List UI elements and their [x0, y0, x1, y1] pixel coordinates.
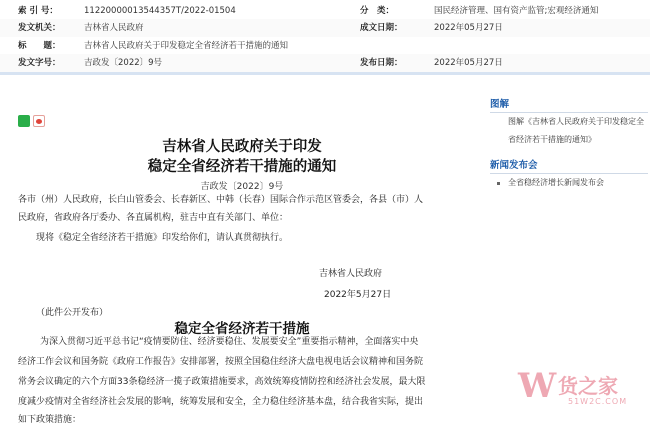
signer: 吉林省人民政府	[319, 269, 383, 279]
created-date-value: 2022年05月27日	[434, 23, 503, 33]
intro-line: 如下政策措施：	[18, 415, 82, 425]
sidebar-heading-press: 新闻发布会	[490, 160, 538, 171]
meta-row-docno	[0, 54, 650, 72]
meta-row-issuer	[0, 19, 650, 37]
document-metadata-table	[0, 0, 650, 72]
docno-value: 吉政发〔2022〕9号	[84, 58, 163, 68]
index-value: 11220000013544357T/2022-01504	[84, 6, 236, 16]
created-date-label: 成文日期：	[360, 23, 403, 33]
title-label: 标 题：	[18, 41, 61, 51]
intro-line: 度减少疫情对全省经济社会发展的影响，统筹发展和安全，全力稳住经济基本盘，结合我省实际，提出	[18, 397, 424, 407]
meta-row-index	[0, 2, 650, 20]
intro-line: 常务会议确定的六个方面33条稳经济一揽子政策措施要求，高效统筹疫情防控和经济社会发展，最大限	[18, 377, 426, 387]
body-paragraph: 现将《稳定全省经济若干措施》印发给你们，请认真贯彻执行。	[36, 233, 289, 243]
title-value: 吉林省人民政府关于印发稳定全省经济若干措施的通知	[84, 41, 289, 51]
meta-row-title	[0, 37, 650, 55]
section-title: 稳定全省经济若干措施	[174, 321, 310, 337]
recipients-line2: 民政府，省政府各厅委办、各直属机构，驻吉中直有关部门、单位：	[18, 213, 289, 223]
notice-title-line1: 吉林省人民政府关于印发	[162, 139, 322, 155]
notice-title-line2: 稳定全省经济若干措施的通知	[147, 159, 337, 175]
index-label: 索 引 号：	[18, 6, 58, 16]
weibo-icon[interactable]	[33, 115, 45, 127]
category-value: 国民经济管理、国有资产监管;宏观经济通知	[434, 6, 599, 16]
sidebar-divider	[490, 173, 648, 174]
site-watermark	[510, 360, 650, 420]
docno-label: 发文字号：	[18, 58, 61, 68]
category-label: 分 类：	[360, 6, 395, 16]
intro-line: 为深入贯彻习近平总书记“疫情要防住、经济要稳住、发展要安全”重要指示精神，全面落实中央	[40, 337, 419, 347]
watermark-domain: 51W2C.COM	[568, 397, 628, 406]
meta-divider	[0, 72, 650, 75]
public-release-note: （此件公开发布）	[36, 308, 109, 318]
sidebar-graphic-link-continued[interactable]: 省经济若干措施的通知》	[508, 135, 596, 144]
sidebar-heading-graphic: 图解	[490, 99, 510, 110]
sign-date: 2022年5月27日	[324, 290, 392, 300]
sidebar-divider	[490, 112, 648, 113]
issuer-value: 吉林省人民政府	[84, 23, 144, 33]
published-date-label: 发布日期：	[360, 58, 403, 68]
issuer-label: 发文机关：	[18, 23, 61, 33]
published-date-value: 2022年05月27日	[434, 58, 503, 68]
sidebar-press-link[interactable]: 全省稳经济增长新闻发布会	[508, 178, 604, 187]
watermark-name: 货之家	[558, 374, 618, 398]
document-number: 吉政发〔2022〕9号	[200, 182, 284, 192]
recipients-line1: 各市（州）人民政府，长白山管委会、长春新区、中韩（长春）国际合作示范区管委会，各县（市）人	[18, 195, 424, 205]
share-bar	[18, 115, 45, 127]
sidebar-graphic-link[interactable]: 图解《吉林省人民政府关于印发稳定全	[508, 117, 644, 126]
watermark-letter: W	[518, 366, 557, 406]
wechat-icon[interactable]	[18, 115, 30, 127]
bullet-icon	[497, 182, 500, 185]
intro-line: 经济工作会议和国务院《政府工作报告》安排部署，按照全国稳住经济大盘电视电话会议精神和国务院	[18, 357, 424, 367]
